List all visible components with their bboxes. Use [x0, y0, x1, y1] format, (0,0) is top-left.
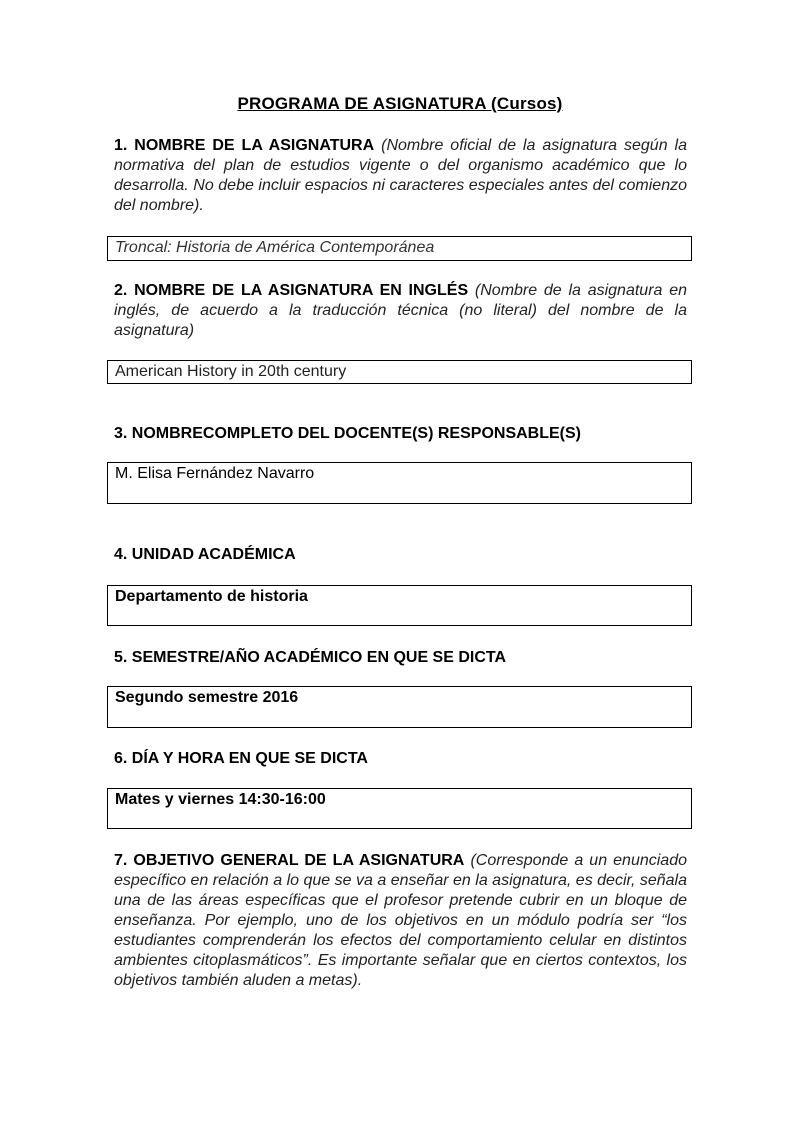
- section-7-heading-block: [114, 851, 687, 991]
- section-6-heading-block: [114, 749, 687, 769]
- section-5-heading-block: [114, 648, 687, 668]
- section-2-value: American History in 20th century: [115, 363, 347, 380]
- section-6-value-box: [107, 788, 692, 829]
- section-2-description: (Nombre de la asignatura en inglés, de acuerdo a la traducción técnica (no literal) del nombre de la asignatura): [114, 282, 687, 339]
- section-4-heading: 4. UNIDAD ACADÉMICA: [114, 546, 296, 563]
- section-7-heading: 7. OBJETIVO GENERAL DE LA ASIGNATURA: [114, 852, 465, 869]
- section-3-value-box: [107, 462, 692, 504]
- section-2-value-box: [107, 360, 692, 384]
- section-6-heading: 6. DÍA Y HORA EN QUE SE DICTA: [114, 750, 368, 767]
- section-2-heading-block: [114, 281, 687, 341]
- section-4-heading-block: [114, 545, 687, 565]
- section-5-value: Segundo semestre 2016: [115, 689, 299, 706]
- section-1-heading-block: [114, 136, 687, 216]
- section-7-description: (Corresponde a un enunciado específico en relación a lo que se va a enseñar en la asignatura, es decir, señala una de las áreas específicas que el profesor pretende cubrir en un bloque de enseñanza. Por ejemplo, uno de los objetivos en un módulo podría ser “los estudiantes comprenderán los efectos del comportamiento celular en distintos ambientes citoplasmáticos”. Es importante señalar que en ciertos contextos, los objetivos también aluden a metas).: [114, 852, 688, 989]
- section-5-heading: 5. SEMESTRE/AÑO ACADÉMICO EN QUE SE DICTA: [114, 649, 507, 666]
- document-title: PROGRAMA DE ASIGNATURA (Cursos): [237, 94, 563, 113]
- section-6-value: Mates y viernes 14:30-16:00: [115, 791, 326, 808]
- section-1-value: Troncal: Historia de América Contemporánea: [115, 239, 435, 256]
- section-1-value-box: [107, 236, 692, 261]
- section-4-value: Departamento de historia: [115, 588, 308, 605]
- section-2-heading: 2. NOMBRE DE LA ASIGNATURA EN INGLÉS: [114, 282, 469, 299]
- section-4-value-box: [107, 585, 692, 626]
- section-3-heading: 3. NOMBRECOMPLETO DEL DOCENTE(S) RESPONSABLE(S): [114, 425, 581, 442]
- section-3-value: M. Elisa Fernández Navarro: [115, 465, 315, 482]
- section-1-heading: 1. NOMBRE DE LA ASIGNATURA: [114, 137, 375, 154]
- section-1-description: (Nombre oficial de la asignatura según la normativa del plan de estudios vigente o del organismo académico que lo desarrolla. No debe incluir espacios ni caracteres especiales antes del comienzo del nombre).: [114, 137, 688, 214]
- section-3-heading-block: [114, 424, 687, 444]
- section-5-value-box: [107, 686, 692, 728]
